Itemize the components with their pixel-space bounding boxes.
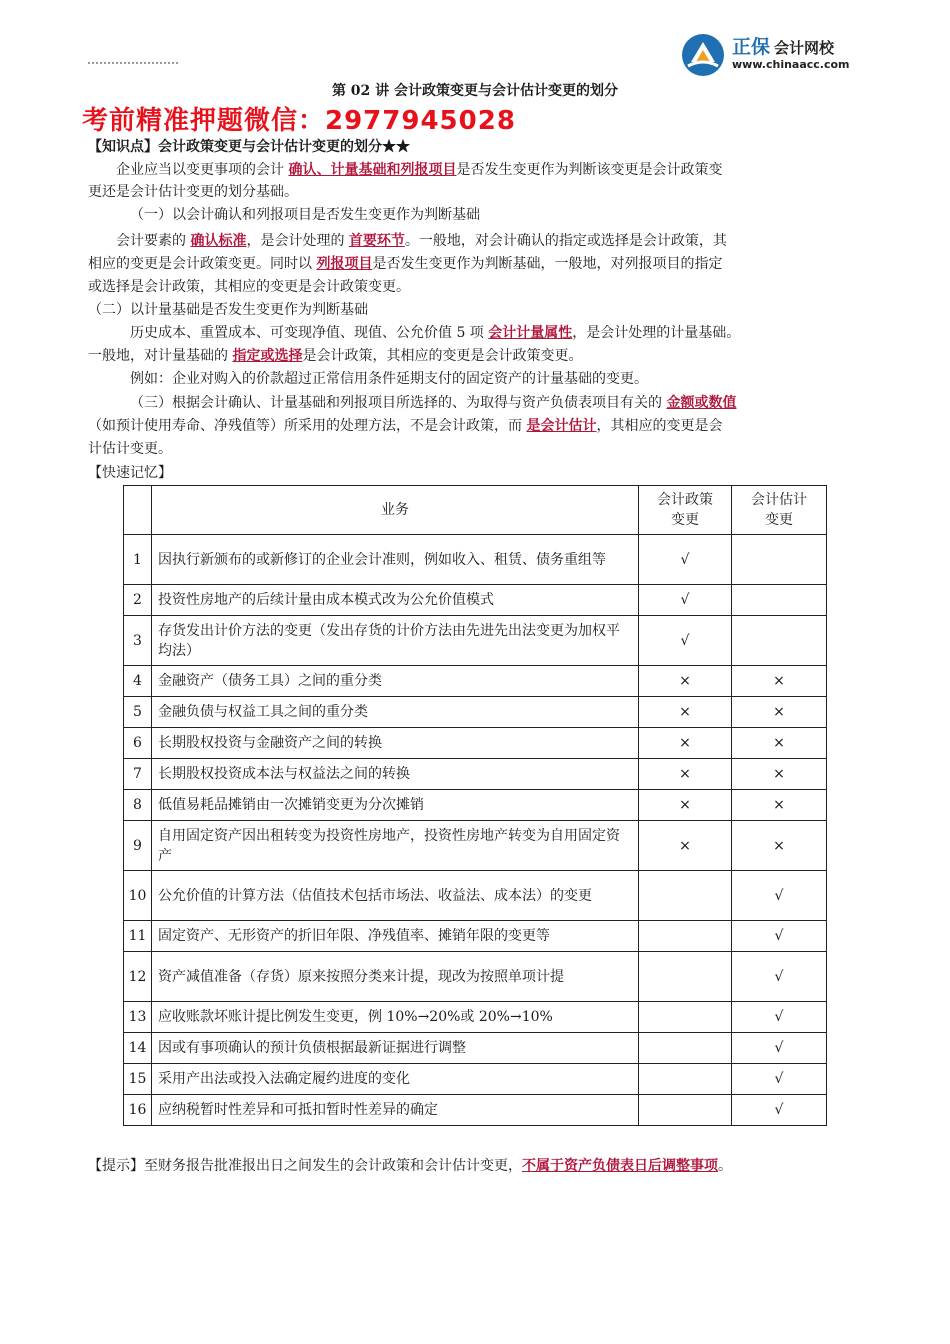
table-row: 6 长期股权投资与金融资产之间的转换 × × [124, 728, 827, 759]
intro-line-1: 企业应当以变更事项的会计 确认、计量基础和列报项目是否发生变更作为判断该变更是会计政策变 [116, 162, 723, 178]
tip-note: 【提示】至财务报告批准报出日之间发生的会计政策和会计估计变更，不属于资产负债表日后调整事项。 [88, 1158, 732, 1174]
section-2-line-2: 一般地，对计量基础的 指定或选择是会计政策，其相应的变更是会计政策变更。 [88, 348, 583, 364]
highlight-presentation-items: 列报项目 [316, 256, 373, 272]
section-2-heading: （二）以计量基础是否发生变更作为判断基础 [88, 302, 368, 318]
section-2-example: 例如：企业对购入的价款超过正常信用条件延期支付的固定资产的计量基础的变更。 [130, 371, 648, 387]
policy-mark [639, 1064, 732, 1095]
table-row: 14 因或有事项确认的预计负债根据最新证据进行调整 √ [124, 1033, 827, 1064]
estimate-mark [732, 585, 827, 616]
policy-mark [639, 952, 732, 1002]
section-1-line-1: 会计要素的 确认标准，是会计处理的 首要环节。一般地，对会计确认的指定或选择是会计政策，其 [116, 233, 727, 249]
section-1-line-2: 相应的变更是会计政策变更。同时以 列报项目是否发生变更作为判断基础，一般地，对列报项目的指定 [88, 256, 723, 272]
table-row: 10 公允价值的计算方法（估值技术包括市场法、收益法、成本法）的变更 √ [124, 871, 827, 921]
table-header-row [124, 486, 827, 535]
section-3-line-2: （如预计使用寿命、净残值等）所采用的处理方法，不是会计政策，而 是会计估计，其相应的变更是会 [88, 418, 723, 434]
table-row: 12 资产减值准备（存货）原来按照分类来计提，现改为按照单项计提 √ [124, 952, 827, 1002]
policy-mark: √ [639, 585, 732, 616]
brand-url: www.chinaacc.com [732, 58, 850, 71]
estimate-mark: √ [732, 921, 827, 952]
estimate-mark: × [732, 728, 827, 759]
estimate-mark: × [732, 790, 827, 821]
policy-mark: √ [639, 616, 732, 666]
promo-banner: 考前精准押题微信：2977945028 [82, 106, 516, 136]
policy-mark: × [639, 728, 732, 759]
table-row: 3 存货发出计价方法的变更（发出存货的计价方法由先进先出法变更为加权平均法） √ [124, 616, 827, 666]
policy-mark [639, 1095, 732, 1126]
highlight-measurement-attributes: 会计计量属性 [488, 325, 573, 341]
quick-memo-label: 【快速记忆】 [88, 465, 172, 481]
section-2-line-1: 历史成本、重置成本、可变现净值、现值、公允价值 5 项 会计计量属性，是会计处理的计量基础。 [130, 325, 741, 341]
table-row: 15 采用产出法或投入法确定履约进度的变化 √ [124, 1064, 827, 1095]
highlight-designation: 指定或选择 [232, 348, 303, 364]
section-1-heading: （一）以会计确认和列报项目是否发生变更作为判断基础 [130, 207, 480, 223]
estimate-mark: × [732, 821, 827, 871]
classification-table [123, 485, 827, 1126]
policy-mark: √ [639, 535, 732, 585]
estimate-mark [732, 616, 827, 666]
header-business: 业务 [152, 486, 639, 535]
table-row: 8 低值易耗品摊销由一次摊销变更为分次摊销 × × [124, 790, 827, 821]
highlight-is-estimate: 是会计估计 [526, 418, 597, 434]
brand-sub: 会计网校 [774, 39, 835, 57]
brand-logo-icon [680, 32, 726, 78]
table-row: 4 金融资产（债务工具）之间的重分类 × × [124, 666, 827, 697]
estimate-mark [732, 535, 827, 585]
policy-mark [639, 1002, 732, 1033]
policy-mark: × [639, 697, 732, 728]
estimate-mark: √ [732, 1095, 827, 1126]
brand-logo [680, 24, 880, 84]
estimate-mark: × [732, 759, 827, 790]
lecture-title: 第 02 讲 会计政策变更与会计估计变更的划分 [331, 83, 619, 99]
header-policy-change: 会计政策 变更 [639, 486, 732, 535]
highlight-primary-stage: 首要环节 [348, 233, 405, 249]
section-3-line-3: 计估计变更。 [88, 441, 172, 457]
table-row: 9 自用固定资产因出租转变为投资性房地产，投资性房地产转变为自用固定资产 × × [124, 821, 827, 871]
policy-mark [639, 921, 732, 952]
brand-name: 正保 会计网校 [732, 36, 835, 58]
table-row: 5 金融负债与权益工具之间的重分类 × × [124, 697, 827, 728]
header-no [124, 486, 152, 535]
highlight-amount-value: 金额或数值 [666, 395, 737, 411]
estimate-mark: √ [732, 871, 827, 921]
estimate-mark: × [732, 666, 827, 697]
policy-mark [639, 1033, 732, 1064]
header-divider [88, 62, 178, 66]
estimate-mark: × [732, 697, 827, 728]
table-row: 2 投资性房地产的后续计量由成本模式改为公允价值模式 √ [124, 585, 827, 616]
section-3-line-1: （三）根据会计确认、计量基础和列报项目所选择的、为取得与资产负债表项目有关的 金额或数值 [130, 395, 737, 411]
table-row: 1 因执行新颁布的或新修订的企业会计准则，例如收入、租赁、债务重组等 √ [124, 535, 827, 585]
policy-mark: × [639, 759, 732, 790]
estimate-mark: √ [732, 952, 827, 1002]
highlight-not-subsequent-event: 不属于资产负债表日后调整事项 [522, 1158, 718, 1174]
estimate-mark: √ [732, 1064, 827, 1095]
highlight-basis: 确认、计量基础和列报项目 [288, 162, 457, 178]
policy-mark: × [639, 790, 732, 821]
policy-mark [639, 871, 732, 921]
policy-mark: × [639, 821, 732, 871]
policy-mark: × [639, 666, 732, 697]
table-row: 11 固定资产、无形资产的折旧年限、净残值率、摊销年限的变更等 √ [124, 921, 827, 952]
estimate-mark: √ [732, 1002, 827, 1033]
table-row: 13 应收账款坏账计提比例发生变更，例 10%→20%或 20%→10% √ [124, 1002, 827, 1033]
highlight-recognition-standard: 确认标准 [190, 233, 247, 249]
intro-line-2: 更还是会计估计变更的划分基础。 [88, 184, 298, 200]
header-estimate-change: 会计估计 变更 [732, 486, 827, 535]
table-row: 16 应纳税暂时性差异和可抵扣暂时性差异的确定 √ [124, 1095, 827, 1126]
table-row: 7 长期股权投资成本法与权益法之间的转换 × × [124, 759, 827, 790]
knowledge-point-heading: 【知识点】会计政策变更与会计估计变更的划分★★ [88, 139, 410, 155]
estimate-mark: √ [732, 1033, 827, 1064]
section-1-line-3: 或选择是会计政策，其相应的变更是会计政策变更。 [88, 279, 410, 295]
